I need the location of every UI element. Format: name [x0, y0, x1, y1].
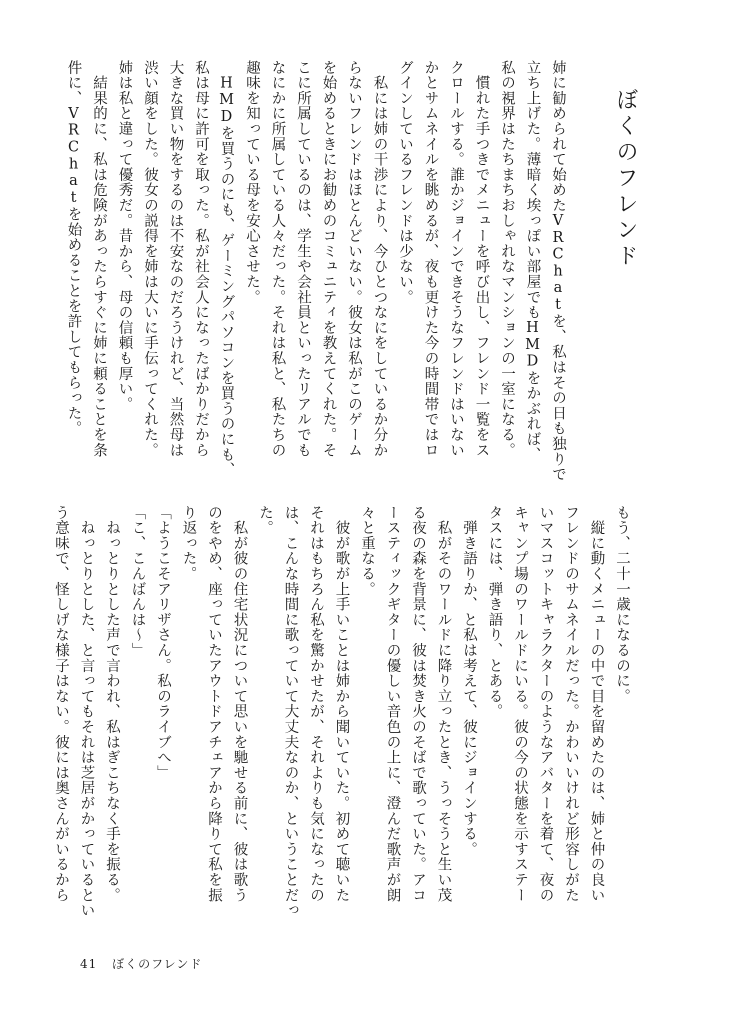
text-line: 彼が歌が上手いことは姉から聞いていた。初めて聴いた	[333, 505, 350, 903]
page-footer	[80, 955, 212, 972]
text-line: 縦に動くメニューの中で目を留めたのは、姉と仲の良い	[588, 505, 605, 903]
text-line: 慣れた手つきでメニューを呼び出し、フレンド一覧をス	[473, 60, 490, 458]
text-line: り返った。	[180, 505, 197, 582]
text-line: 私がそのワールドに降り立ったとき、うっそうと生い茂	[435, 505, 452, 903]
text-line: を始めるときにお勧めのコミュニティを教えてくれた。そ	[320, 60, 337, 458]
text-line: ねっとりとした、と言ってもそれは芝居がかっているとい	[78, 505, 95, 919]
text-line: 弾き語りか、と私は考えて、彼にジョインする。	[461, 505, 477, 857]
text-line: 「こ、こんばんは〜」	[129, 505, 146, 658]
chapter-title: ぼくのフレンド	[613, 88, 638, 270]
text-line: 立ち上げた。薄暗く埃っぽい部屋でもHMDをかぶれば、	[524, 60, 541, 463]
text-line: タスには、弾き語り、とある。	[486, 505, 503, 720]
text-line: かとサムネイルを眺めるが、夜も更けた今の時間帯ではロ	[422, 60, 439, 458]
text-line: 「ようこそアリザさん。私のライブへ」	[155, 505, 171, 781]
text-line: 渋い顔をした。彼女の説得を姉は大いに手伝ってくれた。	[142, 60, 158, 458]
text-line: 私には姉の干渉により、今ひとつなにをしているか分か	[371, 60, 388, 458]
text-line: グインしているフレンドは少ない。	[397, 60, 413, 305]
text-line: 結果的に、私は危険があったらすぐに姉に頼ることを条	[91, 60, 107, 458]
text-line: キャンプ場のワールドにいる。彼の今の状態を示すステー	[512, 505, 528, 903]
text-line: う意味で、怪しげな様子はない。彼には奥さんがいるから	[53, 505, 69, 903]
text-line: る夜の森を背景に、彼は焚き火のそばで歌っていた。アコ	[410, 505, 426, 903]
text-line: は、こんな時間に歌っていて大丈夫なのか、ということだっ	[282, 505, 299, 919]
text-line: それはもちろん私を驚かせたが、それよりも気になったの	[308, 505, 324, 903]
text-line: 私の視界はたちまちおしゃれなマンションの一室になる。	[499, 60, 515, 458]
page-number: 41	[80, 957, 98, 971]
text-line: ねっとりとした声で言われ、私はぎこちなく手を振る。	[104, 505, 120, 903]
text-line: フレンドのサムネイルだった。かわいいけれど形容しがた	[563, 505, 579, 903]
text-line: 私は母に許可を取った。私が社会人になったばかりだから	[193, 60, 209, 458]
text-line: のをやめ、座っていたアウトドアチェアから降りて私を振	[206, 505, 222, 903]
text-line: た。	[257, 505, 273, 536]
running-title: ぼくのフレンド	[112, 957, 203, 971]
text-line: 姉に勧められて始めたVRChatを、私はその日も独りで	[550, 60, 566, 483]
text-line: もう、二十一歳になるのに。	[614, 505, 630, 704]
upper-text-block	[60, 60, 570, 483]
text-line: クロールする。誰かジョインできそうなフレンドはいない	[448, 60, 464, 458]
text-line: なにかに所属している人々だった。それは私と、私たちの	[269, 60, 286, 458]
text-line: HMDを買うのにも、ゲーミングパソコンを買うのにも、	[218, 60, 235, 478]
text-line: 々と重なる。	[359, 505, 375, 597]
text-line: ースティックギターの優しい音色の上に、澄んだ歌声が朗	[384, 505, 401, 903]
text-line: 趣味を知っている母を安心させた。	[244, 60, 260, 305]
text-line: こに所属しているのは、学生や会社員といったリアルでも	[295, 60, 311, 458]
text-line: 大きな買い物をするのは不安なのだろうけれど、当然母は	[167, 60, 184, 458]
text-line: 私が彼の住宅状況について思いを馳せる前に、彼は歌う	[231, 505, 248, 903]
text-line: いマスコットキャラクターのようなアバターを着て、夜の	[537, 505, 554, 903]
lower-text-block	[48, 505, 635, 925]
text-line: 姉は私と違って優秀だ。昔から、母の信頼も厚い。	[116, 60, 133, 412]
text-line: 件に、VRChatを始めることを許してもらった。	[65, 60, 82, 437]
text-line: らないフレンドはほとんどいない。彼女は私がこのゲーム	[346, 60, 362, 458]
